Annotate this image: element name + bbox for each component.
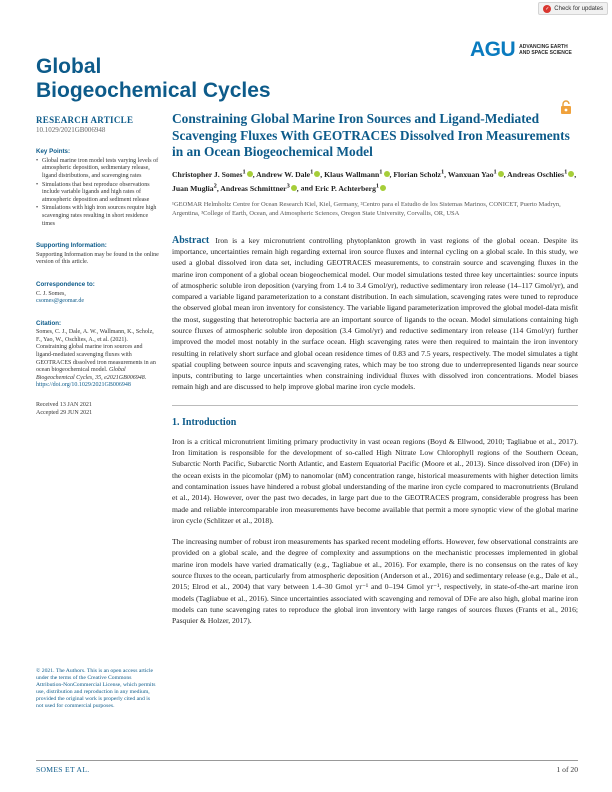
citation-text	[36, 329, 160, 390]
orcid-icon[interactable]	[291, 185, 297, 191]
sidebar	[36, 117, 160, 417]
abstract	[172, 235, 578, 393]
key-point: • Simulations with high iron sources require high scavenging rates resulting in short residence times	[36, 205, 160, 228]
author: Andreas Oschlies$^1$ ,	[507, 168, 577, 180]
key-points-heading: Key Points:	[36, 148, 71, 156]
citation-heading: Citation:	[36, 319, 62, 327]
body-paragraph: The increasing number of robust iron measurements has sparked recent modeling efforts. However, few observational constraints are provided on a global scale, and the degree of complexity and assumptions on the mechanistic processes implemented in global marine iron models have varied dramatically (e.g., Tagliabue et al., 2016). For example, there is no consensus on the rates of key source fluxes to the ocean, particularly from atmospheric deposition (Anderson et al., 2016) and sedimentary release (e.g., Dale et al., 2015; Elrod et al., 2004) that vary between 1.4–30 Gmol yr⁻¹ and 0–194 Gmol yr⁻¹, respectively, in state-of-the-art marine iron models (Tagliabue et al., 2016). Since uncertainties associated with scavenging and removal of DFe are also high, global marine iron models can tune scavenging rates to reproduce the global iron inventory with large ranges of sources fluxes (Frants et al., 2016; Pasquier & Holzer, 2017).	[172, 537, 578, 626]
journal-title-line2: Biogeochemical Cycles	[36, 79, 271, 102]
citation-body: Somes, C. J., Dale, A. W., Wallmann, K., Scholz, F., Yao, W., Oschlies, A., et al. (2021). Constraining global marine iron sources and ligand-mediated scavenging fluxes with GEOTRACES dissolved iron measurements in an ocean biogeochemical model.	[36, 329, 156, 374]
correspondence-email-link[interactable]: csomes@geomar.de	[36, 298, 85, 305]
orcid-icon[interactable]	[568, 171, 574, 177]
section-heading-introduction: 1. Introduction	[172, 416, 237, 428]
key-point: • Simulations that best reproduce observations include variable ligands and high rates of atmospheric deposition and sediment release	[36, 182, 160, 205]
supporting-info-heading: Supporting Information:	[36, 242, 107, 250]
orcid-icon[interactable]	[384, 171, 390, 177]
citation-journal: Global Biogeochemical Cycles, 35, e2021GB006948.	[36, 367, 147, 381]
paper-title: Constraining Global Marine Iron Sources and Ligand-Mediated Scavenging Fluxes With GEOTRACES Dissolved Iron Measurements in an Ocean Biogeochemical Model	[172, 111, 570, 159]
agu-tagline: ADVANCING EARTH AND SPACE SCIENCE	[519, 44, 572, 56]
agu-logo	[470, 38, 579, 62]
section-divider	[172, 405, 578, 406]
author-list	[172, 167, 578, 194]
author: Eric P. Achterberg$^1$	[315, 184, 386, 193]
update-icon: ✓	[545, 5, 550, 12]
journal-title	[36, 55, 271, 103]
author: Andrew W. Dale$^1$ ,	[256, 168, 325, 180]
author: Wanxuan Yao$^1$ ,	[447, 168, 508, 180]
supporting-info-text: Supporting Information may be found in the online version of this article.	[36, 251, 159, 266]
author: Andreas Schmittner$^3$ ,	[220, 182, 301, 193]
author: Juan Muglia$^2$,	[172, 182, 221, 193]
footer-authors: SOMES ET AL.	[36, 765, 90, 774]
affiliations: ¹GEOMAR Helmholtz Centre for Ocean Research Kiel, Kiel, Germany, ²Centro para el Estudio de los Sistemas Marinos, CONICET, Puerto Madryn, Argentina, ³College of Earth, Ocean, and Atmospheric Sciences, Oregon State University, Corvallis, OR, USA	[172, 200, 561, 218]
page-number: 1 of 20	[556, 765, 578, 774]
received-date: Received 13 JAN 2021	[36, 402, 92, 409]
citation-doi-link[interactable]: https://doi.org/10.1029/2021GB006948	[36, 382, 131, 389]
key-points-list	[36, 158, 160, 228]
author: Florian Scholz$^1$,	[393, 168, 448, 180]
accepted-date: Accepted 29 JUN 2021	[36, 409, 93, 416]
correspondence-name: C. J. Somes,	[36, 290, 66, 297]
journal-title-line1: Global	[36, 55, 102, 78]
article-doi: 10.1029/2021GB006948	[36, 125, 106, 134]
license-notice: © 2021. The Authors. This is an open access article under the terms of the Creative Commons Attribution-NonCommercial License, which permits use, distribution and reproduction in any medium, provided the original work is properly cited and is not used for commercial purposes.	[36, 668, 156, 709]
author: Klaus Wallmann$^1$ ,	[324, 168, 394, 180]
abstract-text: Iron is a key micronutrient controlling phytoplankton growth in vast regions of the global ocean. Despite its importance, uncertainties remain high regarding external iron source fluxes and internal cycling on a global scale. In this study, we used a global dissolved iron data set, including GEOTRACES measurements, to constrain source and scavenging fluxes in the marine iron component of a global ocean biogeochemical model. Our model simulations tested three key uncertainties: source inputs of atmospheric soluble iron deposition (varying from 1.4 to 3.4 Gmol/yr), reductive sedimentary iron release (14–117 Gmol/yr), and compared a variable ligand parameterization to a constant distribution. In each simulation, scavenging rates were tuned to reproduce the observed global mean iron inventory for consistency. The variable ligand parameterization improved the global model-data misfit the most, suggesting that heterotrophic bacteria are an important source of ligands to the ocean. Model simulations containing high source fluxes of atmospheric soluble iron deposition (3.4 Gmol/yr) and reductive sedimentary iron release (114 Gmol/yr) further improved the model most notably in the surface ocean. High scavenging rates were then required to maintain the iron inventory resulting in relatively short surface and global ocean residence times of 0.83 and 7.5 years, respectively. The model simulates a tight spatial coupling between source inputs and scavenging rates, which may be too strong due to underrepresented ligands near source inputs, contributing to large uncertainties when constraining individual fluxes with dissolved iron concentrations. Model biases remain high and are discussed to help improve global marine iron cycle models.	[172, 235, 578, 392]
article-type: RESEARCH ARTICLE	[36, 115, 134, 125]
orcid-icon[interactable]	[380, 185, 386, 191]
orcid-icon[interactable]	[498, 171, 504, 177]
and-word: and	[300, 183, 314, 193]
check-updates-label: Check for updates	[554, 5, 603, 12]
check-for-updates-button[interactable]	[538, 2, 608, 15]
abstract-label: Abstract	[172, 234, 210, 246]
agu-wordmark: AGU	[470, 38, 516, 61]
body-paragraph: Iron is a critical micronutrient limiting primary productivity in vast ocean regions (Boyd & Ellwood, 2010; Tagliabue et al., 2017). Iron limitation is responsible for the development of so-called High Nitrate Low Chlorophyll regions of the Southern Ocean, Subarctic North Pacific, Subarctic North Atlantic, and Eastern Equatorial Pacific (Moore et al., 2013). Since dissolved iron (DFe) in the ocean exists in the picomolar (pM) to nanomolar (nM) concentration range, historical measurements with higher detection limits and contamination issues have hindered a robust global understanding of the marine iron cycle compared to macronutrients (Bruland et al., 2014). However, over the past two decades, in large part due to the GEOTRACES program, considerable progress has been made and reliable intercomparable iron measurements have become available that permit a more synoptic view of the global marine iron cycle (Schlitzer et al., 2018).	[172, 436, 578, 525]
author: Christopher J. Somes$^1$ ,	[172, 168, 257, 180]
orcid-icon[interactable]	[247, 171, 253, 177]
orcid-icon[interactable]	[314, 171, 320, 177]
key-point: • Global marine iron model tests varying levels of atmospheric deposition, sedimentary release, ligand distributions, and scavenging rates	[36, 158, 160, 181]
footer-divider	[36, 760, 578, 761]
article-main	[172, 111, 578, 627]
correspondence-heading: Correspondence to:	[36, 280, 95, 288]
